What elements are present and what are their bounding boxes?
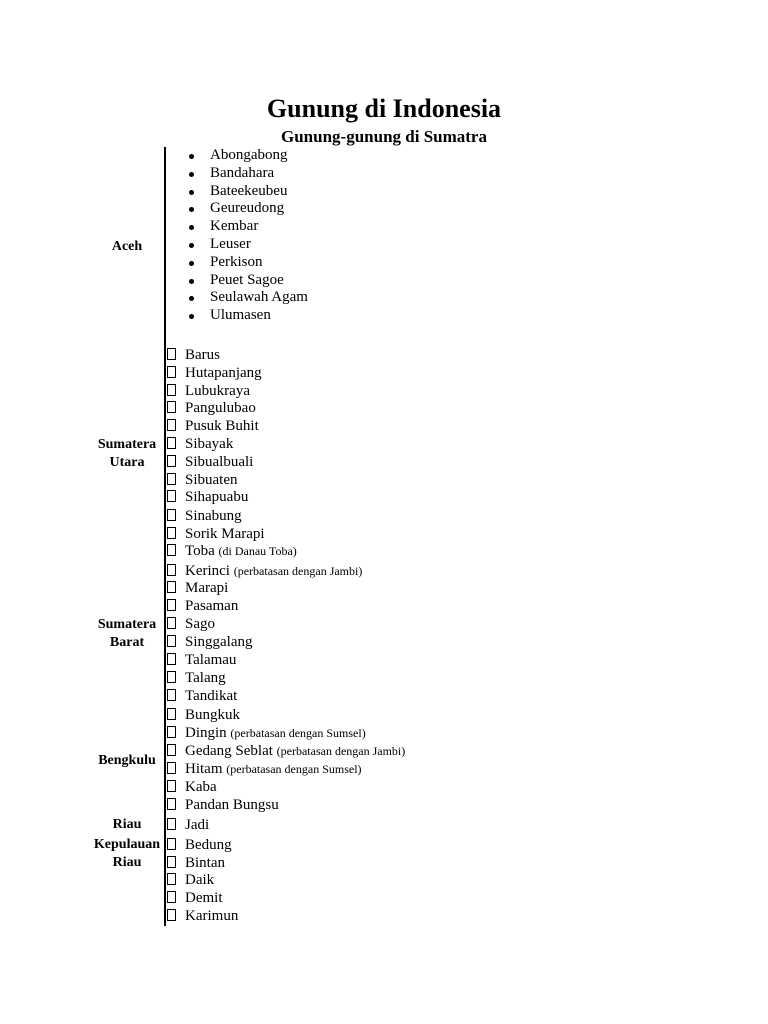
bullet-icon (189, 207, 194, 212)
list-item (186, 289, 308, 307)
list-item (186, 147, 308, 165)
mountain-note: (di Danau Toba) (218, 544, 297, 558)
region-label-text: Riau (112, 817, 142, 832)
region-label-line: Barat (109, 635, 145, 650)
list-item (186, 200, 308, 218)
checkbox-icon (167, 780, 176, 792)
region-label-line: Sumatera (97, 617, 157, 632)
checkbox-icon (167, 653, 176, 665)
mountain-name: Hutapanjang (185, 365, 262, 381)
checkbox-icon (167, 401, 176, 413)
mountain-name: Leuser (210, 235, 251, 252)
checkbox-icon (167, 348, 176, 360)
list-item (166, 669, 226, 687)
mountain-name: Kerinci (185, 563, 230, 579)
mountain-name: Perkison (210, 253, 263, 270)
bullet-icon (189, 261, 194, 266)
list-item (166, 471, 238, 489)
checkbox-icon (167, 419, 176, 431)
list-item (166, 778, 217, 796)
list-item (166, 760, 362, 778)
mountain-name: Jadi (185, 817, 210, 833)
mountain-name: Sibuaten (185, 472, 238, 488)
mountain-name: Kaba (185, 779, 217, 795)
checkbox-icon (167, 635, 176, 647)
checkbox-icon (167, 726, 176, 738)
mountain-name: Daik (185, 872, 215, 888)
checkbox-icon (167, 366, 176, 378)
list-item (186, 165, 308, 183)
region-label-sumatera-barat (86, 616, 168, 652)
page-subtitle: Gunung-gunung di Sumatra (281, 127, 487, 146)
list-item (166, 633, 253, 651)
mountain-note: (perbatasan dengan Sumsel) (230, 726, 366, 740)
checkbox-icon (167, 744, 176, 756)
bullet-icon (189, 296, 194, 301)
list-item (166, 651, 236, 669)
mountain-name: Talamau (185, 652, 237, 668)
mountain-name: Bungkuk (185, 707, 241, 723)
list-item (166, 796, 279, 814)
list-item (166, 907, 238, 925)
list-item (166, 687, 237, 705)
list-item (166, 597, 238, 615)
list-item (166, 399, 256, 417)
mountain-name: Kembar (210, 218, 259, 235)
region-label-text: Aceh (111, 239, 143, 254)
mountain-name: Sibualbuali (185, 454, 254, 470)
mountain-name: Gedang Seblat (185, 743, 273, 759)
list-item (186, 236, 308, 254)
list-item (186, 183, 308, 201)
mountain-name: Bandahara (210, 164, 275, 181)
bullet-icon (189, 172, 194, 177)
list-item (166, 525, 265, 543)
list-item (186, 254, 308, 272)
checkbox-icon (167, 544, 176, 556)
list-item (166, 417, 259, 435)
list-item (166, 382, 250, 400)
list-item (186, 218, 308, 236)
mountain-name: Marapi (185, 580, 229, 596)
region-label-bengkulu (86, 752, 168, 770)
checkbox-icon (167, 384, 176, 396)
mountain-name: Singgalang (185, 634, 253, 650)
checkbox-icon (167, 671, 176, 683)
checkbox-icon (167, 564, 176, 576)
list-item (166, 435, 233, 453)
checkbox-icon (167, 490, 176, 502)
checkbox-icon (167, 856, 176, 868)
mountain-name: Pandan Bungsu (185, 797, 279, 813)
mountain-name: Talang (185, 670, 226, 686)
bullet-icon (189, 279, 194, 284)
mountain-name: Geureudong (210, 200, 285, 217)
checkbox-icon (167, 708, 176, 720)
checkbox-icon (167, 473, 176, 485)
list-item (166, 724, 366, 742)
mountain-note: (perbatasan dengan Sumsel) (226, 762, 362, 776)
mountain-name: Ulumasen (210, 307, 271, 324)
list-item (166, 816, 209, 834)
checkbox-icon (167, 762, 176, 774)
list-item (166, 706, 240, 724)
checkbox-icon (167, 437, 176, 449)
region-label-line: Sumatera (97, 437, 157, 452)
mountain-note: (perbatasan dengan Jambi) (233, 564, 363, 578)
list-item (166, 542, 297, 560)
list-item (166, 507, 242, 525)
checkbox-icon (167, 798, 176, 810)
list-item (166, 742, 405, 760)
aceh-mountain-list (186, 147, 308, 325)
list-item (166, 889, 223, 907)
mountain-name: Seulawah Agam (210, 289, 308, 306)
mountain-name: Tandikat (185, 688, 238, 704)
mountain-name: Pangulubao (185, 400, 256, 416)
mountain-name: Toba (185, 543, 215, 559)
checkbox-icon (167, 509, 176, 521)
checkbox-icon (167, 455, 176, 467)
region-label-text: Bengkulu (98, 753, 156, 768)
list-item (166, 579, 228, 597)
list-item (166, 346, 220, 364)
region-label-line: Riau (112, 855, 142, 870)
list-item (186, 272, 308, 290)
page-title: Gunung di Indonesia (266, 94, 502, 123)
checkbox-icon (167, 891, 176, 903)
mountain-name: Sihapuabu (185, 489, 249, 505)
list-item (166, 871, 214, 889)
list-item (166, 488, 248, 506)
list-item (166, 364, 262, 382)
checkbox-icon (167, 689, 176, 701)
list-item (166, 453, 253, 471)
mountain-name: Karimun (185, 908, 239, 924)
mountain-name: Sago (185, 616, 215, 632)
region-label-aceh (86, 238, 168, 256)
mountain-name: Hitam (185, 761, 223, 777)
bullet-icon (189, 190, 194, 195)
checkbox-icon (167, 617, 176, 629)
region-label-riau (86, 816, 168, 834)
region-label-line: Kepulauan (93, 837, 161, 852)
checkbox-icon (167, 527, 176, 539)
region-label-kepulauan-riau (86, 836, 168, 872)
list-item (186, 307, 308, 325)
mountain-name: Sibayak (185, 436, 234, 452)
mountain-name: Bedung (185, 837, 232, 853)
mountain-name: Pusuk Buhit (185, 418, 259, 434)
checkbox-icon (167, 838, 176, 850)
mountain-name: Bateekeubeu (210, 182, 288, 199)
checkbox-icon (167, 599, 176, 611)
mountain-name: Pasaman (185, 598, 239, 614)
mountain-name: Dingin (185, 725, 227, 741)
list-item (166, 854, 225, 872)
bullet-icon (189, 243, 194, 248)
bullet-icon (189, 154, 194, 159)
list-item (166, 615, 215, 633)
mountain-name: Sorik Marapi (185, 526, 265, 542)
checkbox-icon (167, 909, 176, 921)
mountain-name: Peuet Sagoe (210, 271, 284, 288)
list-item (166, 836, 232, 854)
mountain-name: Sinabung (185, 508, 242, 524)
checkbox-icon (167, 873, 176, 885)
bullet-icon (189, 225, 194, 230)
checkbox-icon (167, 581, 176, 593)
region-label-line: Utara (109, 455, 145, 470)
mountain-note: (perbatasan dengan Jambi) (276, 744, 406, 758)
mountain-name: Lubukraya (185, 383, 250, 399)
mountain-name: Demit (185, 890, 223, 906)
mountain-name: Abongabong (210, 147, 288, 163)
mountain-name: Barus (185, 347, 220, 363)
region-label-sumatera-utara (86, 436, 168, 472)
bullet-icon (189, 314, 194, 319)
checkbox-icon (167, 818, 176, 830)
list-item (166, 562, 362, 580)
mountain-name: Bintan (185, 855, 225, 871)
